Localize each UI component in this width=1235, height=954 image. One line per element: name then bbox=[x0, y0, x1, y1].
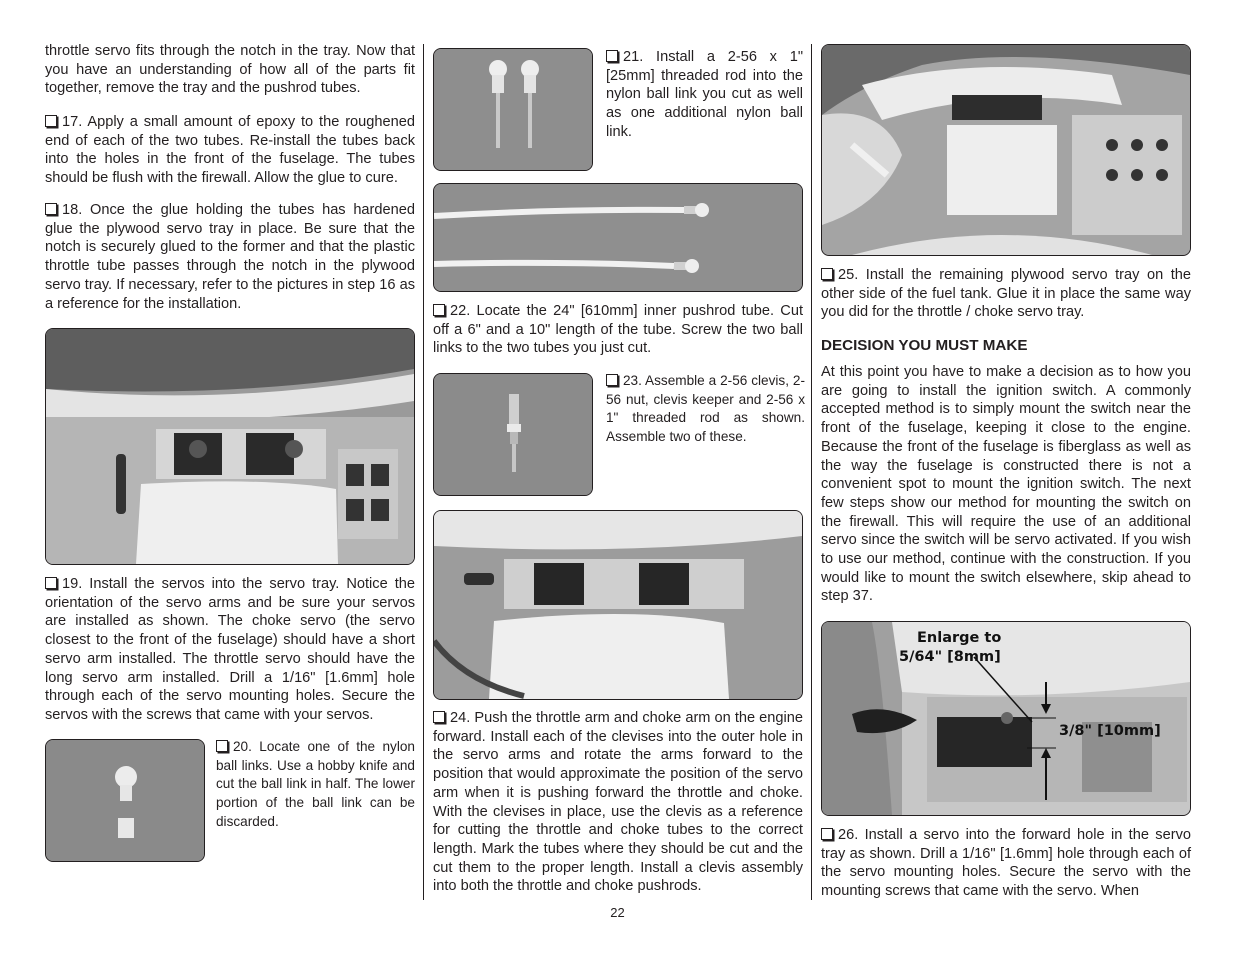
step-22: 22. Locate the 24" [610mm] inner pushrod tube. Cut off a 6" and a 10" length of the tube. Screw the two ball links to the two tubes you just cut. bbox=[433, 303, 803, 357]
fuel-tank-servo-photo bbox=[821, 44, 1191, 256]
intro-paragraph: throttle servo fits through the notch in the tray. Now that you have an understanding of how all of the parts fit together, remove the tray and the pushrod tubes. bbox=[45, 43, 415, 97]
checkbox-icon[interactable] bbox=[216, 740, 228, 752]
checkbox-icon[interactable] bbox=[45, 115, 57, 127]
step-26: 26. Install a servo into the forward hole in the servo tray as shown. Drill a 1/16" [1.6mm] hole through each of the servo mounting holes. Secure the servo with the mounting screws that came with the servo. When bbox=[821, 827, 1191, 900]
checkbox-icon[interactable] bbox=[45, 577, 57, 589]
callout-dimension: 3/8" [10mm] bbox=[1059, 723, 1161, 739]
column-rule-left bbox=[423, 44, 424, 900]
checkbox-icon[interactable] bbox=[45, 203, 57, 215]
checkbox-icon[interactable] bbox=[821, 268, 833, 280]
servo-switch-mount-photo bbox=[821, 621, 1191, 816]
checkbox-icon[interactable] bbox=[433, 711, 445, 723]
checkbox-icon[interactable] bbox=[606, 374, 618, 386]
checkbox-icon[interactable] bbox=[821, 828, 833, 840]
servo-tray-photo bbox=[45, 328, 415, 565]
checkbox-icon[interactable] bbox=[606, 50, 618, 62]
step-19: 19. Install the servos into the servo tray. Notice the orientation of the servo arms and be sure your servos are installed as shown. The choke servo (the servo closest to the front of the fuselage) should have a short servo arm installed. The throttle servo should have the long servo arm installed. Drill a 1/16" [1.6mm] hole through each of the servo mounting holes. Secure the servos with the screws that came with your servos. bbox=[45, 576, 415, 723]
step-21: 21. Install a 2-56 x 1" [25mm] threaded rod into the nylon ball link you cut as well as one additional nylon ball link. bbox=[606, 49, 803, 140]
ball-links-threaded-rod-photo bbox=[433, 48, 593, 171]
pushrod-tubes-photo bbox=[433, 183, 803, 292]
callout-enlarge-line1: Enlarge to bbox=[917, 630, 1002, 646]
step-23: 23. Assemble a 2-56 clevis, 2-56 nut, clevis keeper and 2-56 x 1" threaded rod as shown. Assemble two of these. bbox=[606, 373, 805, 445]
step-25: 25. Install the remaining plywood servo tray on the other side of the fuel tank. Glue it in place the same way you did for the throttle / choke servo tray. bbox=[821, 267, 1191, 321]
callout-enlarge-line2: 5/64" [8mm] bbox=[899, 649, 1001, 665]
column-rule-right bbox=[811, 44, 812, 900]
ball-link-cut-photo bbox=[45, 739, 205, 862]
decision-paragraph: At this point you have to make a decision as to how you are going to install the ignition switch. A commonly accepted method is to simply mount the switch near the front of the fuselage, keeping it close to the engine. Because the front of the fuselage is fiberglass as well as the way the fuselage is constructed there is not a convenient spot to mount the ignition switch. The next few steps show our method for mounting the switch on the firewall. This will require the use of an additional servo since the switch will be servo activated. If you wish to use our method, continue with the construction. If you would like to mount the switch elsewhere, skip ahead to step 37. bbox=[821, 364, 1191, 605]
step-17: 17. Apply a small amount of epoxy to the roughened end of each of the two tubes. Re-install the tubes back into the holes in the front of the fuselage. The tubes should be flush with the firewall. Allow the glue to cure. bbox=[45, 114, 415, 187]
step-24: 24. Push the throttle arm and choke arm on the engine forward. Install each of the clevises into the outer hole in the servo arms and rotate the arms forward to the position that would approximate the position of the servo arm when it is pushing forward the throttle and choke. With the clevises in place, use the clevis as a reference for cutting the throttle and choke tubes to the correct length. Mark the tubes where they should be cut and the cut them to the proper length. Install a clevis assembly into both the throttle and choke pushrods. bbox=[433, 710, 803, 895]
step-18: 18. Once the glue holding the tubes has hardened glue the plywood servo tray in place. Be sure that the notch is securely glued to the former and that the plastic throttle tube passes through the notch in the plywood servo tray. If necessary, refer to the pictures in step 16 as a reference for the installation. bbox=[45, 202, 415, 312]
clevis-assembly-photo bbox=[433, 373, 593, 496]
decision-heading: DECISION YOU MUST MAKE bbox=[821, 337, 1028, 354]
step-20: 20. Locate one of the nylon ball links. Use a hobby knife and cut the ball link in half. The lower portion of the ball link can be discarded. bbox=[216, 739, 415, 829]
page-number: 22 bbox=[610, 905, 625, 920]
checkbox-icon[interactable] bbox=[433, 304, 445, 316]
clevis-installed-photo bbox=[433, 510, 803, 700]
